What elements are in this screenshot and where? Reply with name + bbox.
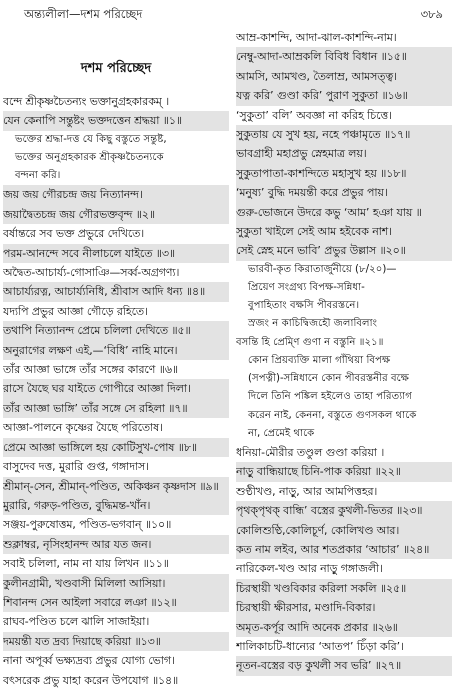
verse-line: ‘সুকুতা’ বলি’ অবজ্ঞা না করিহ চিত্তে। [236,108,393,122]
verse-line: বন্দনা করি। [15,170,61,182]
chapter-title: দশম পরিচ্ছেদ [80,61,152,76]
verse-line: আজ্ঞা-পালনে কৃষ্ণের যৈছে পরিতোষ। [3,421,163,435]
verse-line: ভারবী-কৃত কিরাতার্জুনীয়ে (৮/২০)— [248,263,397,275]
right-column [236,28,452,676]
verse-line: প্রিয়েণ সংগ্রথ্য বিপক্ষ-সন্নিধা- [248,282,365,294]
verse-line: বুপাহিতাং বক্ষসি পীবরস্তনে। [248,300,360,312]
verse-line: জয় জয় গৌরচন্দ্র জয় নিত্যানন্দ। [3,185,229,204]
verse-line: ভক্তের অনুগ্রহকারক শ্রীকৃষ্ণচৈতন্যকে [15,152,164,164]
left-column [3,28,229,690]
verse-line: ‘মনুষ্য’ বুদ্ধি দময়ন্তী করে প্রভুর পায়। [236,183,452,202]
verse-line: বৎসরেক প্রভু যাহা করেন উপযোগ ॥১৪॥ [3,673,179,687]
verse-line: শুক্লাম্বর, নৃসিংহানন্দ আর যত জন। [3,535,229,554]
verse-line: করেন নাই, কেননা, বস্তুতে গুণসকল থাকে [248,409,417,421]
verse-line: দিলে তিনি পঙ্কিল হইলেও তাহা পরিত্যাগ [248,391,412,403]
verse-line: সুকুতাপাতা-কাশন্দিতে মহাসুখ হয় ॥১৮॥ [236,164,452,183]
page-header [0,0,455,24]
verse-line: দময়ন্তী যত দ্রব্য দিয়াছে করিয়া ॥১৩॥ [3,632,229,651]
verse-line: ভাবগ্রাহী মহাপ্রভু স্নেহমাত্র লয়। [236,144,452,163]
running-head: অন্ত্যলীলা—দশম পরিচ্ছেদ [24,7,143,21]
verse-line: অমৃত-কর্পূর আদি অনেক প্রকার ॥২৬॥ [236,618,452,637]
verse-line: বন্দে শ্রীকৃষ্ণচৈতন্যং ভক্তানুগ্রহকারকম্ । [3,95,170,108]
verse-line: শুণ্ঠীখণ্ড, নাড়ু, আর আমপিত্তহর। [236,484,378,498]
verse-line: প্রেমে আজ্ঞা ভাঙ্গিলে হয় কোটিসুখ-পোষ ॥৮॥ [3,438,229,457]
verse-line: নাড়ু বান্ধিয়াছে চিনি-পাক করিয়া ॥২২॥ [236,462,452,481]
verse-line: রাঘব-পণ্ডিত চলে ঝালি সাজাইয়া। [3,615,150,629]
verse-line: নানা অপূর্ব্ব ভক্ষ্যদ্রব্য প্রভুর যোগ্য ভোগ। [3,654,175,668]
verse-line: রাসে যৈছে ঘর যাইতে গোপীরে আজ্ঞা দিলা। [3,379,229,398]
verse-line: যেন কেনাপি সন্তুষ্টং ভক্তদত্তেন শ্রদ্ধয়া ॥১॥ [3,111,229,130]
verse-line: সবাই চলিলা, নাম না যায় লিখন ॥১১॥ [3,557,169,571]
verse-line: পৃথক্‌পৃথক্‌ বান্ধি’ বস্ত্রের কুথলী-ভিতর ॥২৩॥ [236,501,452,520]
page-number: ৩৮৯ [420,7,443,21]
verse-line: অনুরাগের লক্ষণ এই,—‘বিধি’ নাহি মানে। [3,341,229,360]
verse-line: চিরস্থায়ী ক্ষীরসার, মণ্ডাদি-বিকার। [236,598,452,617]
verse-line: শিবানন্দ সেন আইলা সবারে লঞা ॥১২॥ [3,593,229,612]
verse-line: নেম্বু-আদা-আম্রকলি বিবিধ বিধান ॥১৫॥ [236,47,452,66]
verse-line: পরম-আনন্দে সবে নীলাচলে যাইতে ॥৩॥ [3,244,229,263]
verse-line: অদ্বৈত-আচার্য্য-গোসাঞি—সর্ব্ব-অগ্রগণ্য। [3,266,180,280]
verse-line: বসন্তি হি প্রেম্ণি গুণা ন বস্তুনি ॥২১॥ [236,336,384,348]
verse-line: গুরু-ভোজনে উদরে কভু ‘আম’ হঞা যায় ॥ [236,203,452,222]
verse-line: (সপত্নী)-সন্নিধানে কোন পীবরস্তনীর বক্ষে [248,373,410,385]
verse-line: নূতন-বস্ত্রের বড় কুথলী সব ভরি’ ॥২৭॥ [236,656,452,675]
verse-line: তাঁর আজ্ঞা ভাঙ্গি’ তাঁর সঙ্গে সে রহিলা ॥৭॥ [3,399,229,418]
verse-line: না, প্রেমেই থাকে [248,427,315,439]
right-verse-list [236,28,452,676]
verse-line: ভক্তের শ্রদ্ধা-দত্ত যে কিছু বস্তুতে সন্তুষ্ট, [15,133,167,145]
verse-line: কোন প্রিয়ব্যক্তি মালা গাঁথিয়া বিপক্ষ [248,354,391,366]
verse-line: শ্রীমান্‌-সেন, শ্রীমান্‌-পণ্ডিত, অকিঞ্চন কৃষ্ণদাস ॥৯॥ [3,477,229,496]
verse-line: আচার্য্যরত্ন, আচার্য্যনিধি, শ্রীবাস আদি ধন্য ॥৪॥ [3,282,229,301]
verse-line: ধনিয়া-মৌরীর তণ্ডুল গুণ্ডা করিয়া । [236,445,385,459]
verse-line: যত্ন করি’ গুণ্ডা করি’ পুরাণ সুকুতা ॥১৬॥ [236,86,452,105]
verse-line: কোলিশুণ্ঠি,কোলিচূর্ণ, কোলিখণ্ড আর। [236,521,452,540]
left-verse-list [3,92,229,690]
verse-line: কত নাম লইব, আর শতপ্রকার ‘আচার’ ॥২৪॥ [236,540,452,559]
verse-line: বাসুদেব দত্ত, মুরারি গুপ্ত, গঙ্গাদাস। [3,460,149,474]
verse-line: নারিকেল-খণ্ড আর নাড়ু গঙ্গাজলী। [236,562,383,576]
verse-line: জয়াদ্বৈতচন্দ্র জয় গৌরভক্তবৃন্দ ॥২॥ [3,205,229,224]
verse-line: যদ্যপি প্রভুর আজ্ঞা গৌড়ে রহিতে। [3,304,148,318]
verse-line: বর্ষান্তরে সব ভক্ত প্রভুরে দেখিতে। [3,227,145,241]
verse-line: মুরারি, গরুড়-পণ্ডিত, বুদ্ধিমন্ত-খাঁন। [3,496,229,515]
verse-line: আমসি, আমখণ্ড, তৈলাম্র, আমসত্ত্ব। [236,67,452,86]
verse-line: স্রজং ন কাচিদ্বিজহৌ জলাবিলাং [248,318,377,330]
verse-line: সঞ্জয়-পুরুষোত্তম, পণ্ডিত-ভগবান্‌ ॥১০॥ [3,518,172,532]
verse-line: শালিকাচটি-ধান্যের ‘আতপ’ চিঁড়া করি’। [236,639,404,653]
verse-line: সেই স্নেহ মনে ভাবি’ প্রভুর উল্লাস ॥২০॥ [236,241,452,260]
verse-line: আম্র-কাশন্দি, আদা-ঝাল-কাশন্দি-নাম। [236,31,397,44]
verse-line: সুকুতায় যে সুখ হয়, নহে পঞ্চামৃতে ॥১৭॥ [236,125,452,144]
verse-line: কুলীনগ্রামী, খণ্ডবাসী মিলিলা আসিয়া। [3,574,229,593]
verse-line: চিরস্থায়ী খণ্ডবিকার করিলা সকলি ॥২৫॥ [236,579,452,598]
verse-line: তাঁর আজ্ঞা ভাঙ্গে তাঁর সঙ্গের কারণে ॥৬॥ [3,363,178,377]
verse-line: সুকুতা খাইলে সেই আম হইবেক নাশ। [236,222,452,241]
verse-line: তথাপি নিত্যানন্দ প্রেমে চলিলা দেখিতে ॥৫॥ [3,321,229,340]
